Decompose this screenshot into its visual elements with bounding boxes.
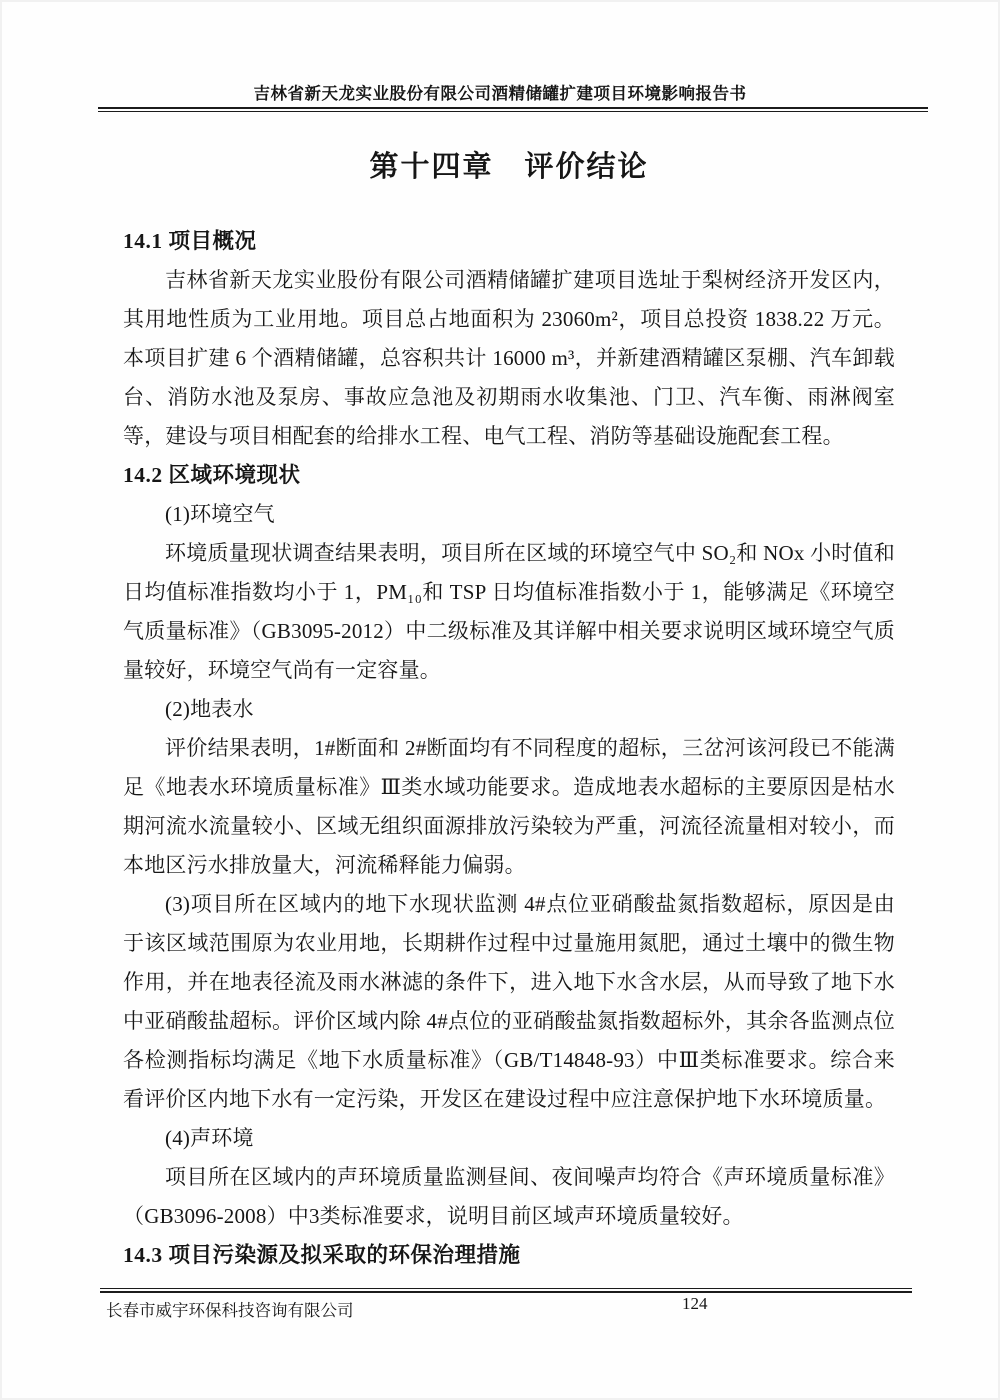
subheading-surface-water: (2)地表水: [165, 697, 254, 721]
page-number: 124: [682, 1294, 708, 1313]
paragraph-ambient-air: 环境质量现状调查结果表明，项目所在区域的环境空气中 SO₂和 NOx 小时值和日均值标准指数均小于 1，PM₁₀和 TSP 日均值标准指数小于 1，能够满足《环境空气质量标准》（GB3095-2012）中二级标准及其详解中相关要求说明区域环境空气质量较好，环境空气尚有一定容量。: [123, 541, 895, 682]
document-body: [123, 146, 895, 1275]
footer-divider-rule: [100, 1288, 912, 1293]
subheading-ambient-air: (1)环境空气: [165, 502, 275, 526]
section-heading-14-2: 14.2 区域环境现状: [123, 463, 301, 487]
paragraph-project-overview: 吉林省新天龙实业股份有限公司酒精储罐扩建项目选址于梨树经济开发区内，其用地性质为工业用地。项目总占地面积为 23060m²，项目总投资 1838.22 万元。本项目扩建 6 个酒精储罐，总容积共计 16000 m³，并新建酒精罐区泵棚、汽车卸载台、消防水池及泵房、事故应急池及初期雨水收集池、门卫、汽车衡、雨淋阀室等，建设与项目相配套的给排水工程、电气工程、消防等基础设施配套工程。: [123, 268, 895, 448]
footer-company-name: 长春市威宇环保科技咨询有限公司: [106, 1301, 354, 1320]
chapter-title: 第十四章 评价结论: [369, 151, 649, 183]
paragraph-groundwater: (3)项目所在区域内的地下水现状监测 4#点位亚硝酸盐氮指数超标，原因是由于该区域范围原为农业用地，长期耕作过程中过量施用氮肥，通过土壤中的微生物作用，并在地表径流及雨水淋滤的条件下，进入地下水含水层，从而导致了地下水中亚硝酸盐超标。评价区域内除 4#点位的亚硝酸盐氮指数超标外，其余各监测点位各检测指标均满足《地下水质量标准》（GB/T14848-93）中Ⅲ类标准要求。综合来看评价区内地下水有一定污染，开发区在建设过程中应注意保护地下水环境质量。: [123, 892, 895, 1111]
paragraph-surface-water: 评价结果表明，1#断面和 2#断面均有不同程度的超标，三岔河该河段已不能满足《地表水环境质量标准》Ⅲ类水域功能要求。造成地表水超标的主要原因是枯水期河流水流量较小、区域无组织面源排放污染较为严重，河流径流量相对较小，而本地区污水排放量大，河流稀释能力偏弱。: [123, 736, 895, 877]
page-header-title: 吉林省新天龙实业股份有限公司酒精储罐扩建项目环境影响报告书: [253, 84, 747, 103]
subheading-acoustic-environment: (4)声环境: [165, 1126, 254, 1150]
header-divider-rule: [98, 107, 928, 112]
paragraph-acoustic-environment: 项目所在区域内的声环境质量监测昼间、夜间噪声均符合《声环境质量标准》（GB3096-2008）中3类标准要求，说明目前区域声环境质量较好。: [123, 1165, 895, 1228]
section-heading-14-1: 14.1 项目概况: [123, 229, 257, 253]
section-heading-14-3: 14.3 项目污染源及拟采取的环保治理措施: [123, 1243, 521, 1267]
